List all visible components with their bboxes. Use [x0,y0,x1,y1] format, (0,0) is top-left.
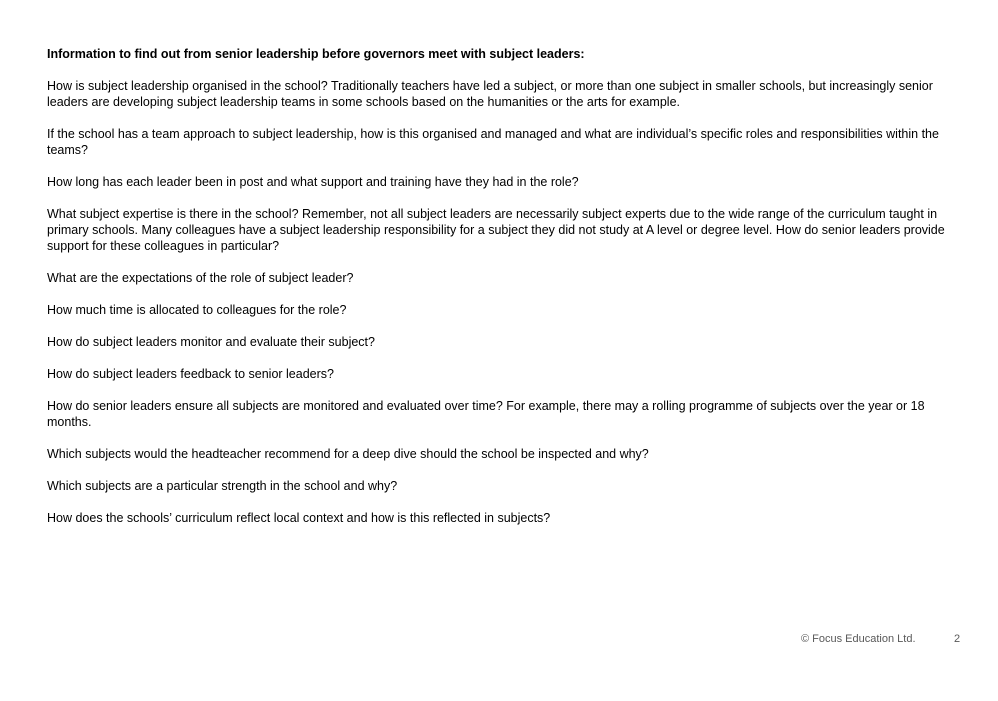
question-paragraph-1: How is subject leadership organised in the school? Traditionally teachers have led a subject, or more than one subject in smaller schools, but increasingly senior leaders are developing subject leadership teams in some schools based on the humanities or the arts for example. [47,79,933,109]
question-paragraph-10: Which subjects would the headteacher recommend for a deep dive should the school be inspected and why? [47,447,649,461]
question-paragraph-11: Which subjects are a particular strength in the school and why? [47,479,398,493]
question-paragraph-9: How do senior leaders ensure all subjects are monitored and evaluated over time? For example, there may a rolling programme of subjects over the year or 18 months. [47,399,925,429]
question-paragraph-8: How do subject leaders feedback to senior leaders? [47,367,334,381]
page-number: 2 [954,633,961,645]
question-paragraph-2: If the school has a team approach to subject leadership, how is this organised and managed and what are individual’s specific roles and responsibilities within the teams? [47,127,939,157]
question-paragraph-12: How does the schools’ curriculum reflect local context and how is this reflected in subjects? [47,511,551,525]
document-body [47,46,947,542]
question-paragraph-3: How long has each leader been in post and what support and training have they had in the role? [47,175,579,189]
question-paragraph-5: What are the expectations of the role of subject leader? [47,271,354,285]
section-heading: Information to find out from senior leadership before governors meet with subject leaders: [47,47,585,61]
question-paragraph-6: How much time is allocated to colleagues for the role? [47,303,347,317]
question-paragraph-4: What subject expertise is there in the school? Remember, not all subject leaders are necessarily subject experts due to the wide range of the curriculum taught in primary schools. Many colleagues have a subject leadership responsibility for a subject they did not study at A level or degree level. How do senior leaders provide support for these colleagues in particular? [47,207,945,253]
page-footer [0,633,998,649]
question-paragraph-7: How do subject leaders monitor and evaluate their subject? [47,335,375,349]
copyright-notice: © Focus Education Ltd. [801,633,916,645]
